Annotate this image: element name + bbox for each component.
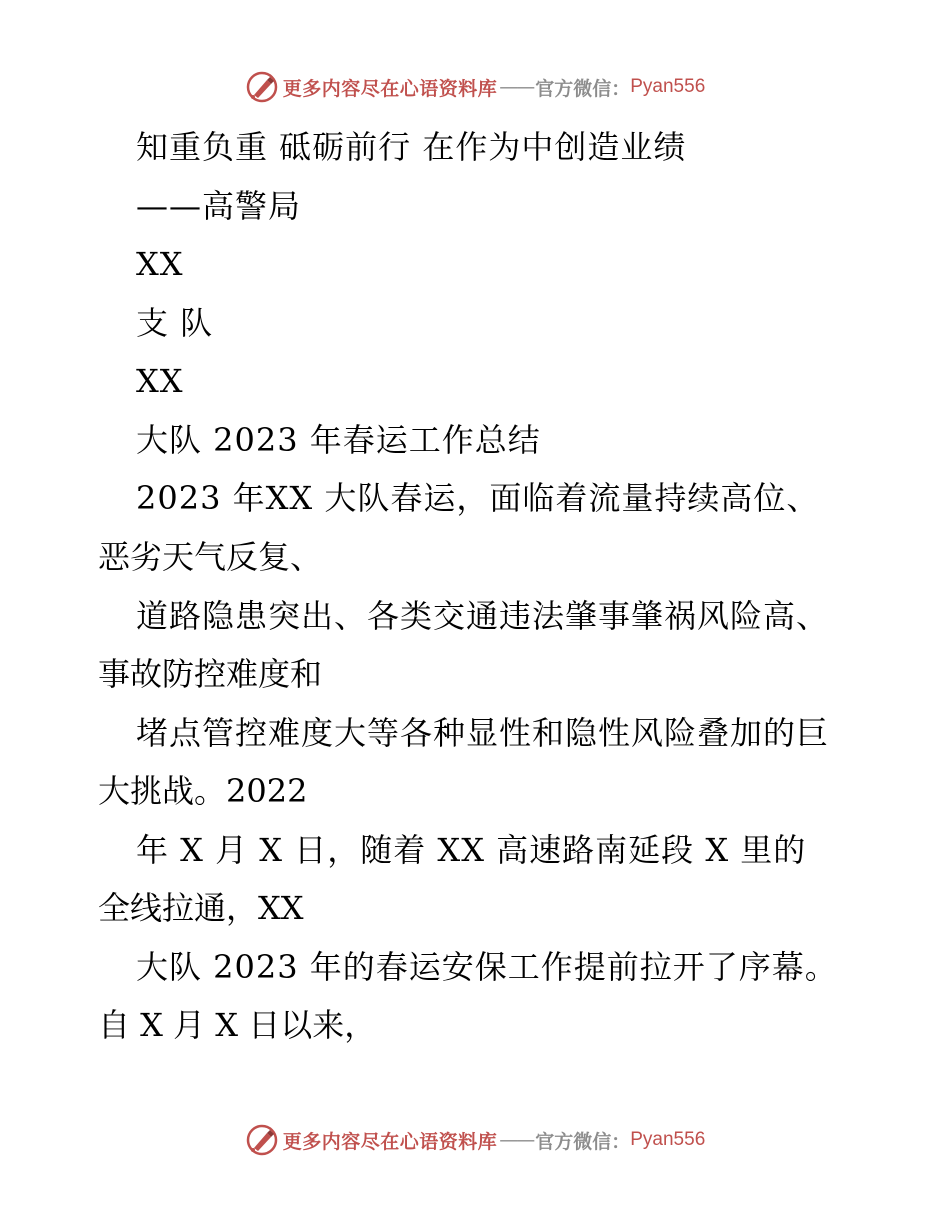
watermark-dash: ——: [499, 1129, 534, 1151]
paragraph-line: 大队 2023 年的春运安保工作提前拉开了序幕。: [136, 948, 838, 986]
doc-line-xx-1: XX: [136, 245, 184, 283]
paragraph-line: 全线拉通，XX: [98, 889, 304, 927]
watermark-header: [0, 70, 950, 104]
paragraph-line: 自 X 月 X 日以来，: [98, 1006, 377, 1044]
paragraph-line: 道路隐患突出、各类交通违法肇事肇祸风险高、: [136, 597, 830, 635]
paragraph-line: 恶劣天气反复、: [98, 538, 323, 576]
watermark-sub-text: 官方微信：: [535, 77, 631, 100]
doc-title: 知重负重 砥砺前行 在作为中创造业绩: [136, 128, 687, 166]
watermark-main-text: 更多内容尽在心语资料库: [282, 1130, 498, 1153]
watermark-footer: [0, 1123, 950, 1157]
paragraph-line: 堵点管控难度大等各种显性和隐性风险叠加的巨: [136, 714, 830, 752]
watermark-id: Pyan556: [630, 76, 706, 97]
doc-line-xx-2: XX: [136, 362, 184, 400]
pen-logo-icon: [245, 1123, 279, 1157]
paragraph-line: 2023 年XX 大队春运，面临着流量持续高位、: [136, 479, 820, 517]
doc-summary-title: 大队 2023 年春运工作总结: [136, 421, 541, 459]
watermark-dash: ——: [499, 76, 534, 98]
pen-logo-icon: [245, 70, 279, 104]
watermark-main-text: 更多内容尽在心语资料库: [282, 77, 498, 100]
paragraph-line: 大挑战。2022: [98, 772, 308, 810]
paragraph-line: 事故防控难度和: [98, 655, 323, 693]
watermark-id: Pyan556: [630, 1129, 706, 1150]
doc-line-branch: 支 队: [136, 304, 214, 342]
paragraph-line: 年 X 月 X 日，随着 XX 高速路南延段 X 里的: [136, 831, 807, 869]
doc-subtitle-org: ——高警局: [136, 187, 302, 225]
watermark-sub-text: 官方微信：: [535, 1130, 631, 1153]
